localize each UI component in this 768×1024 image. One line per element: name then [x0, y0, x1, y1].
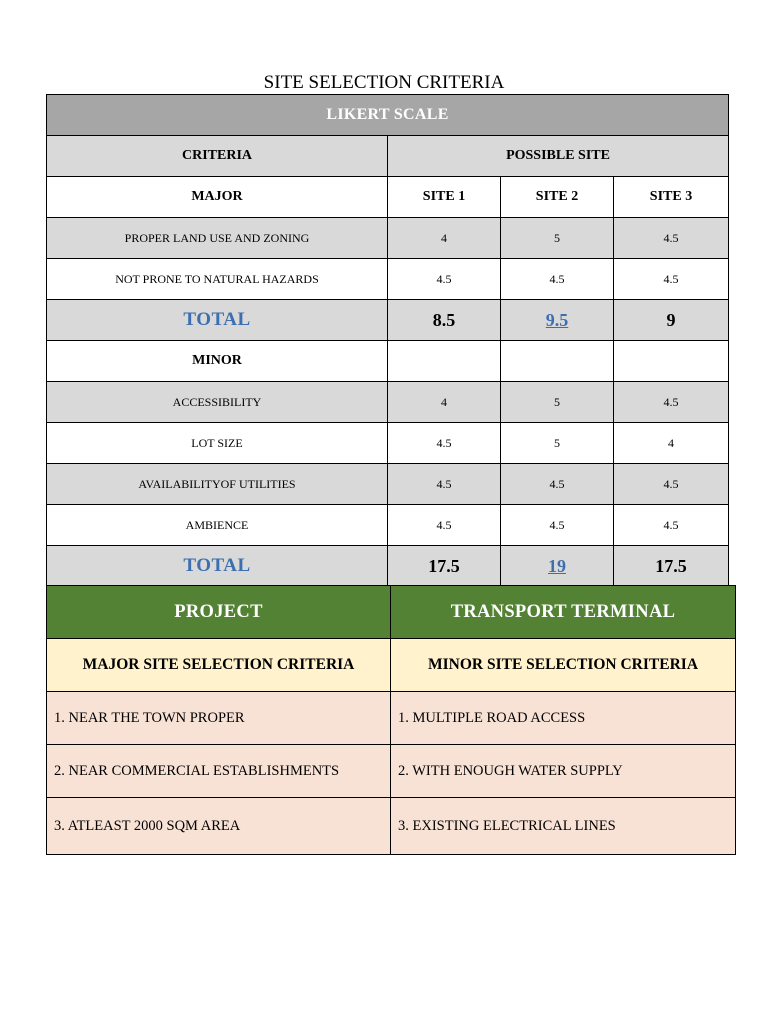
site-3-label: SITE 3 [614, 177, 729, 218]
criteria-header-row [47, 136, 729, 177]
score-cell: 4.5 [388, 423, 501, 464]
page-title: SITE SELECTION CRITERIA [263, 72, 505, 93]
empty-cell [388, 341, 501, 382]
total-value: 8.5 [388, 300, 501, 341]
project-name: TRANSPORT TERMINAL [391, 586, 736, 639]
empty-cell [501, 341, 614, 382]
score-cell: 4.5 [501, 464, 614, 505]
score-cell: 4.5 [614, 218, 729, 259]
minor-criterion: 3. EXISTING ELECTRICAL LINES [391, 798, 736, 855]
table-row [47, 745, 736, 798]
score-cell: 4.5 [388, 259, 501, 300]
criteria-subheader-row [47, 639, 736, 692]
score-cell: 4 [388, 382, 501, 423]
major-header-row [47, 177, 729, 218]
major-criterion: 3. ATLEAST 2000 SQM AREA [47, 798, 391, 855]
score-cell: 4.5 [614, 259, 729, 300]
criterion-cell: ACCESSIBILITY [47, 382, 388, 423]
total-value: 17.5 [388, 546, 501, 587]
minor-header-row [47, 341, 729, 382]
total-value: 17.5 [614, 546, 729, 587]
total-value-link[interactable]: 19 [501, 546, 614, 587]
score-cell: 5 [501, 382, 614, 423]
score-cell: 5 [501, 218, 614, 259]
minor-criterion: 1. MULTIPLE ROAD ACCESS [391, 692, 736, 745]
score-cell: 4.5 [614, 382, 729, 423]
criterion-cell: AVAILABILITYOF UTILITIES [47, 464, 388, 505]
major-total-row [47, 300, 729, 341]
likert-heading: LIKERT SCALE [47, 95, 729, 136]
total-value-link[interactable]: 9.5 [501, 300, 614, 341]
likert-header-row [47, 95, 729, 136]
major-criterion: 2. NEAR COMMERCIAL ESTABLISHMENTS [47, 745, 391, 798]
criterion-cell: PROPER LAND USE AND ZONING [47, 218, 388, 259]
score-cell: 4.5 [388, 505, 501, 546]
site-1-label: SITE 1 [388, 177, 501, 218]
minor-criteria-heading: MINOR SITE SELECTION CRITERIA [391, 639, 736, 692]
score-cell: 4 [614, 423, 729, 464]
total-label: TOTAL [47, 300, 388, 341]
score-cell: 4.5 [501, 259, 614, 300]
table-row [47, 464, 729, 505]
score-cell: 4.5 [388, 464, 501, 505]
criterion-cell: NOT PRONE TO NATURAL HAZARDS [47, 259, 388, 300]
score-cell: 5 [501, 423, 614, 464]
table-row [47, 692, 736, 745]
table-row [47, 259, 729, 300]
table-row [47, 382, 729, 423]
criterion-cell: LOT SIZE [47, 423, 388, 464]
criterion-cell: AMBIENCE [47, 505, 388, 546]
likert-scale-table [46, 94, 729, 587]
project-header-row [47, 586, 736, 639]
major-criterion: 1. NEAR THE TOWN PROPER [47, 692, 391, 745]
table-row [47, 218, 729, 259]
table-row [47, 798, 736, 855]
empty-cell [614, 341, 729, 382]
table-row [47, 505, 729, 546]
score-cell: 4.5 [614, 464, 729, 505]
minor-criterion: 2. WITH ENOUGH WATER SUPPLY [391, 745, 736, 798]
total-label: TOTAL [47, 546, 388, 587]
total-value: 9 [614, 300, 729, 341]
major-label: MAJOR [47, 177, 388, 218]
project-criteria-table [46, 585, 736, 855]
major-criteria-heading: MAJOR SITE SELECTION CRITERIA [47, 639, 391, 692]
possible-site-label: POSSIBLE SITE [388, 136, 729, 177]
score-cell: 4.5 [501, 505, 614, 546]
site-2-label: SITE 2 [501, 177, 614, 218]
minor-label: MINOR [47, 341, 388, 382]
score-cell: 4.5 [614, 505, 729, 546]
score-cell: 4 [388, 218, 501, 259]
project-label: PROJECT [47, 586, 391, 639]
criteria-label: CRITERIA [47, 136, 388, 177]
minor-total-row [47, 546, 729, 587]
table-row [47, 423, 729, 464]
